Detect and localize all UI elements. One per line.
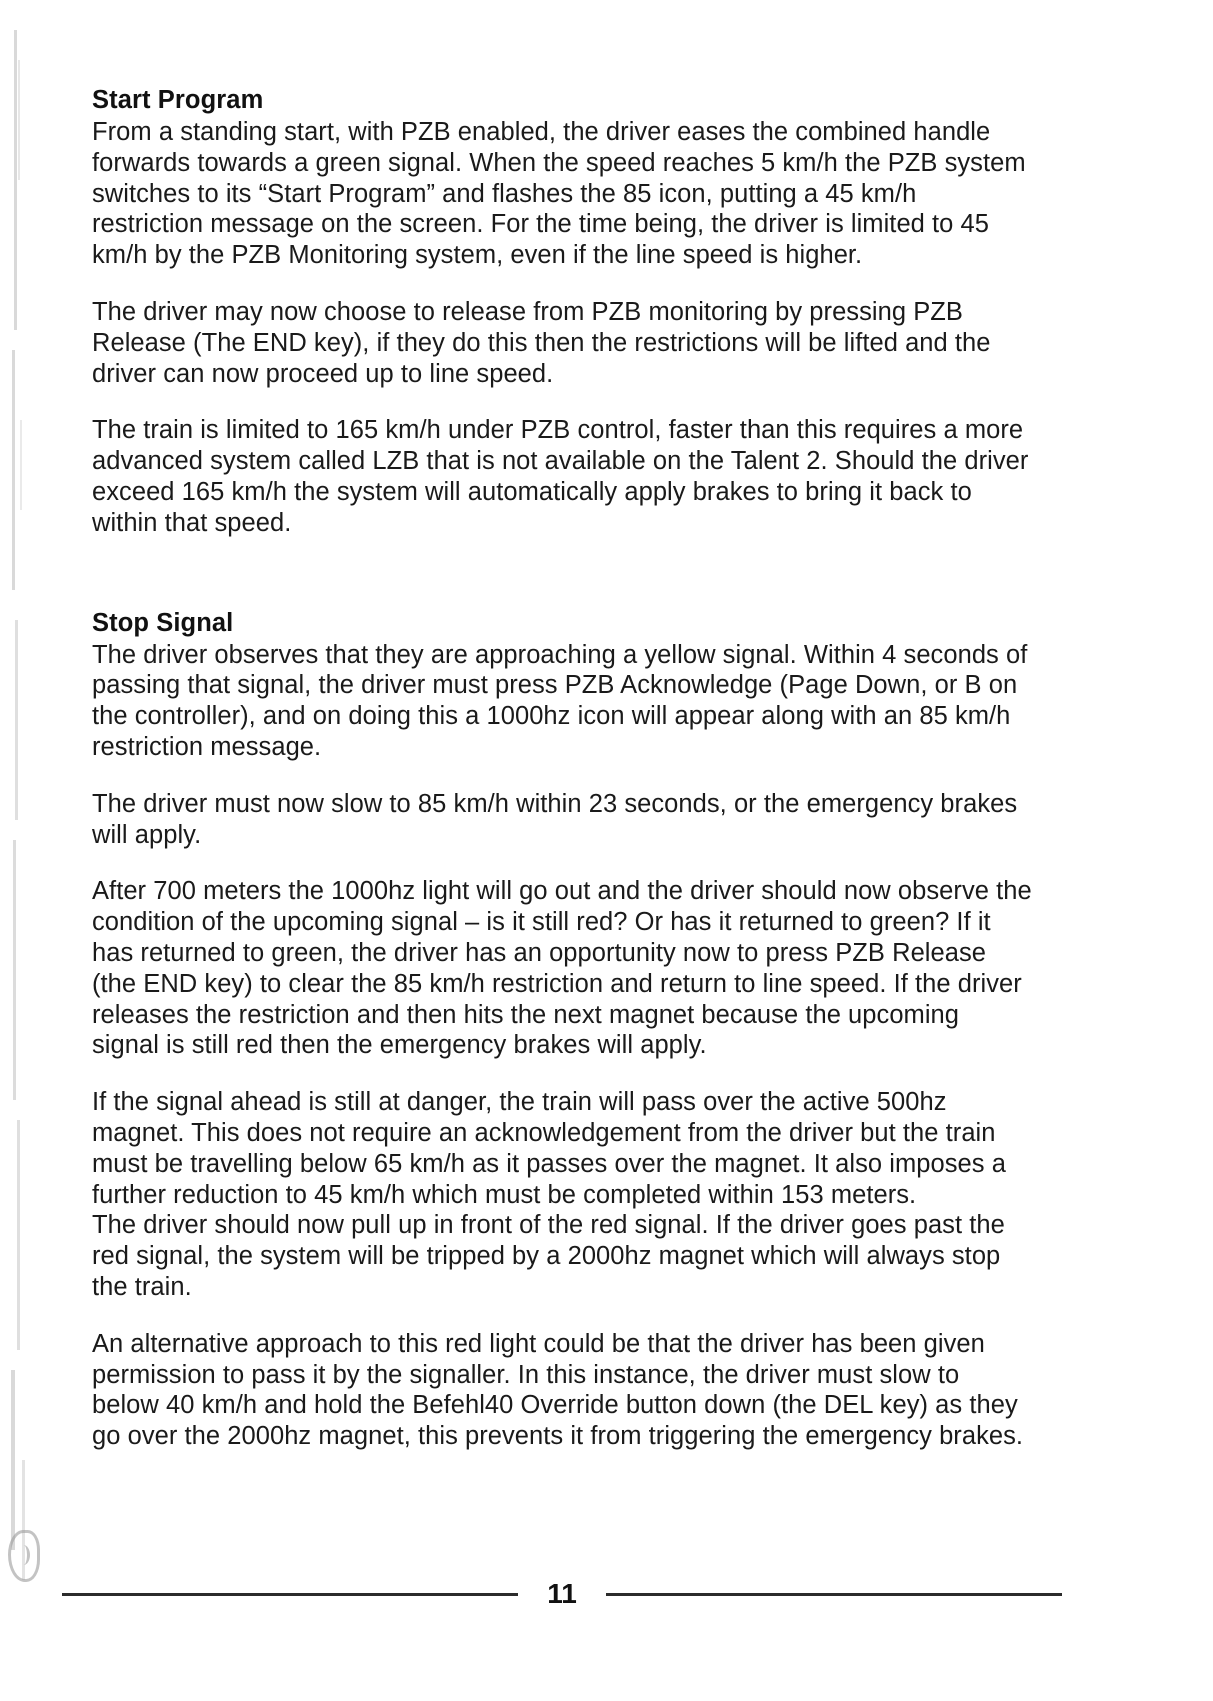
paragraph: The driver may now choose to release from PZB monitoring by pressing PZB Release (The END key), if they do this then the restrictions will be lifted and the driver can now proceed up to line speed. xyxy=(92,297,991,388)
scan-edge-artifacts xyxy=(0,0,46,1701)
document-page xyxy=(92,0,1032,1701)
paragraph: From a standing start, with PZB enabled, the driver eases the combined handle forwards towards a green signal. When the speed reaches 5 km/h the PZB system switches to its “Start Program” and flashes the 85 icon, putting a 45 km/h restriction message on the screen. For the time being, the driver is limited to 45 km/h by the PZB Monitoring system, even if the line speed is higher. xyxy=(92,118,1026,270)
scan-streak xyxy=(14,30,17,330)
paragraph: The driver observes that they are approaching a yellow signal. Within 4 seconds of passing that signal, the driver must press PZB Acknowledge (Page Down, or B on the controller), and on doing this a 1000hz icon will appear along with an 85 km/h restriction message. xyxy=(92,640,1028,761)
scan-streak xyxy=(12,350,15,590)
paragraph: The train is limited to 165 km/h under PZB control, faster than this requires a more advanced system called LZB that is not available on the Talent 2. Should the driver exceed 165 km/h the system will automatically apply brakes to bring it back to within that speed. xyxy=(92,416,1029,537)
scan-streak xyxy=(11,1370,15,1550)
scan-smudge xyxy=(8,1530,40,1582)
page-content xyxy=(92,0,1032,1452)
scan-streak xyxy=(18,60,20,180)
paragraph: The driver must now slow to 85 km/h within 23 seconds, or the emergency brakes will apply. xyxy=(92,789,1018,849)
paragraph: If the signal ahead is still at danger, the train will pass over the active 500hz magnet. This does not require an acknowledgement from the driver but the train must be travelling below 65 km/h as it passes over the magnet. It also imposes a further reduction to 45 km/h which must be completed within 153 meters. xyxy=(92,1088,1006,1209)
scan-streak xyxy=(17,1120,20,1350)
paragraph: An alternative approach to this red light could be that the driver has been given permission to pass it by the signaller. In this instance, the driver must slow to below 40 km/h and hold the Befehl40 Override button down (the DEL key) as they go over the 2000hz magnet, this prevents it from triggering the emergency brakes. xyxy=(92,1329,1024,1451)
scan-streak xyxy=(15,620,18,820)
section-heading-start-program: Start Program xyxy=(92,86,264,114)
paragraph: After 700 meters the 1000hz light will go out and the driver should now observe the condition of the upcoming signal – is it still red? Or has it returned to green? If it has returned to green, the driver has an opportunity now to press PZB Release (the END key) to clear the 85 km/h restriction and return to line speed. If the driver releases the restriction and then hits the next magnet because the upcoming signal is still red then the emergency brakes will apply. xyxy=(92,877,1032,1060)
section-heading-stop-signal: Stop Signal xyxy=(92,608,234,637)
scan-streak xyxy=(22,1460,25,1580)
scan-streak xyxy=(20,420,22,510)
paragraph: The driver should now pull up in front of the red signal. If the driver goes past the red signal, the system will be tripped by a 2000hz magnet which will always stop the train. xyxy=(92,1211,1005,1301)
footer-rule-right xyxy=(606,1593,1062,1596)
page-footer xyxy=(62,1578,1062,1610)
section-spacer xyxy=(92,565,1032,609)
scan-streak xyxy=(13,840,16,1100)
footer-rule-left xyxy=(62,1593,518,1596)
page-number: 11 xyxy=(547,1578,577,1609)
